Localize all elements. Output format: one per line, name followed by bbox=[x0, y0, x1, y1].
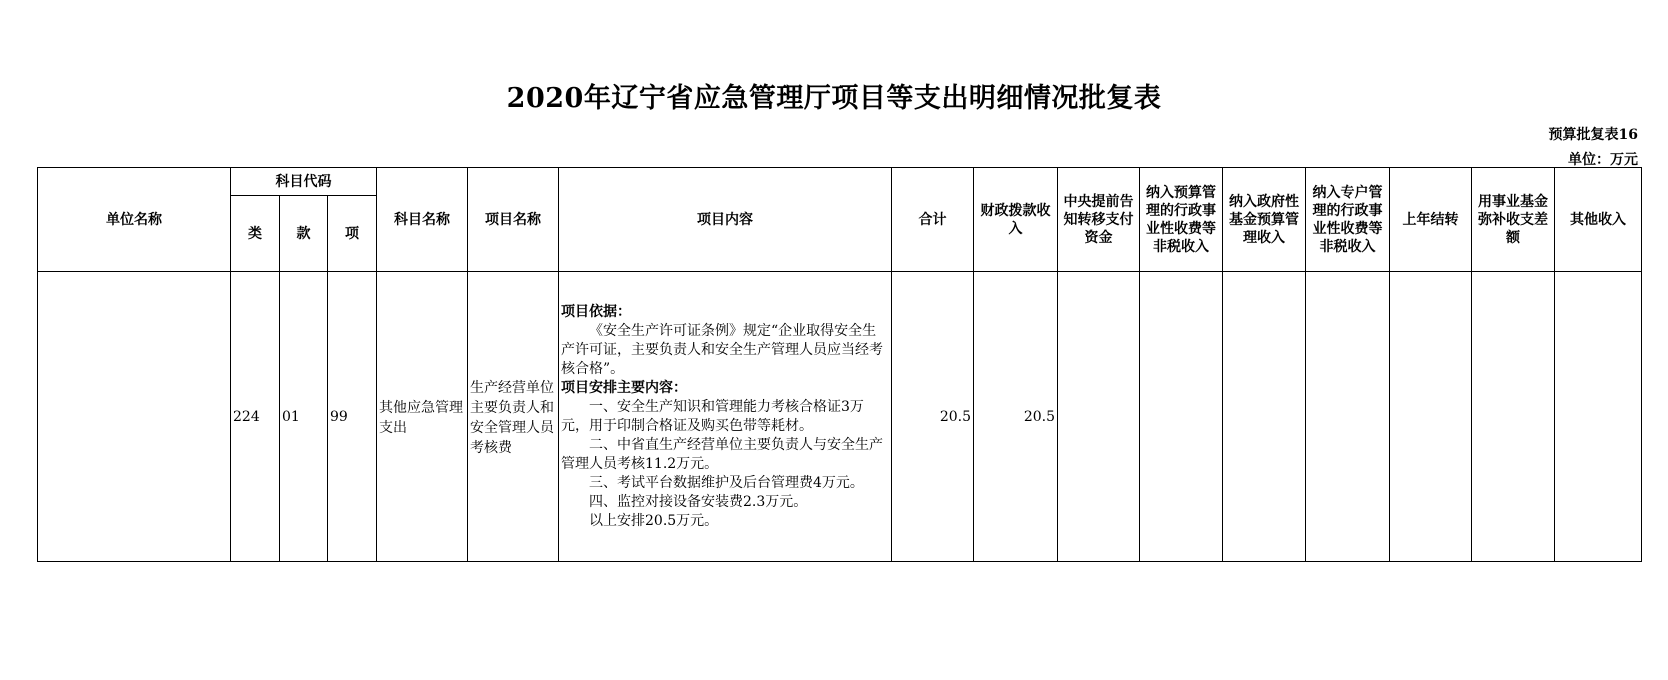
cell-central-transfer bbox=[1058, 272, 1140, 562]
cell-budget-admin-fee bbox=[1140, 272, 1223, 562]
cell-total: 20.5 bbox=[892, 272, 974, 562]
header-subject-name: 科目名称 bbox=[377, 168, 468, 272]
cell-kuan: 01 bbox=[280, 272, 328, 562]
cell-lei: 224 bbox=[231, 272, 280, 562]
header-other: 其他收入 bbox=[1555, 168, 1642, 272]
cell-xiang: 99 bbox=[328, 272, 377, 562]
unit-label: 单位：万元 bbox=[1568, 152, 1638, 168]
page-title: 2020年辽宁省应急管理厅项目等支出明细情况批复表 bbox=[506, 83, 1162, 114]
header-project-name: 项目名称 bbox=[468, 168, 559, 272]
content-plan-title: 项目安排主要内容： bbox=[561, 379, 688, 396]
content-item-2: 二、中省直生产经营单位主要负责人与安全生产管理人员考核11.2万元。 bbox=[561, 436, 884, 472]
header-subject-code: 科目代码 bbox=[231, 168, 377, 196]
content-item-4: 四、监控对接设备安装费2.3万元。 bbox=[589, 493, 808, 510]
header-reserve-fund: 用事业基金弥补收支差额 bbox=[1472, 168, 1555, 272]
header-special-account: 纳入专户管理的行政事业性收费等非税收入 bbox=[1306, 168, 1390, 272]
content-basis-text: 《安全生产许可证条例》规定“企业取得安全生产许可证，主要负责人和安全生产管理人员应当经考核合格”。 bbox=[561, 322, 884, 377]
cell-unit-name bbox=[38, 272, 231, 562]
header-total: 合计 bbox=[892, 168, 974, 272]
content-basis-title: 项目依据： bbox=[561, 303, 632, 320]
header-row-1 bbox=[38, 168, 1642, 196]
budget-table bbox=[37, 167, 1642, 562]
header-prev-year: 上年结转 bbox=[1390, 168, 1472, 272]
cell-subject-name: 其他应急管理支出 bbox=[377, 272, 468, 562]
cell-special-account bbox=[1306, 272, 1390, 562]
cell-project-content bbox=[559, 272, 892, 562]
header-central-transfer: 中央提前告知转移支付资金 bbox=[1058, 168, 1140, 272]
header-kuan: 款 bbox=[280, 196, 328, 272]
cell-gov-fund bbox=[1223, 272, 1306, 562]
form-number: 预算批复表16 bbox=[1548, 127, 1638, 143]
table-row bbox=[38, 272, 1642, 562]
content-item-3: 三、考试平台数据维护及后台管理费4万元。 bbox=[589, 474, 864, 491]
cell-other bbox=[1555, 272, 1642, 562]
cell-project-name: 生产经营单位主要负责人和安全管理人员考核费 bbox=[468, 272, 559, 562]
content-item-1: 一、安全生产知识和管理能力考核合格证3万元，用于印制合格证及购买色带等耗材。 bbox=[561, 398, 864, 434]
cell-fiscal: 20.5 bbox=[974, 272, 1058, 562]
header-unit-name: 单位名称 bbox=[38, 168, 231, 272]
header-project-content: 项目内容 bbox=[559, 168, 892, 272]
content-summary: 以上安排20.5万元。 bbox=[589, 512, 719, 529]
header-fiscal: 财政拨款收入 bbox=[974, 168, 1058, 272]
header-budget-admin-fee: 纳入预算管理的行政事业性收费等非税收入 bbox=[1140, 168, 1223, 272]
cell-prev-year bbox=[1390, 272, 1472, 562]
cell-reserve-fund bbox=[1472, 272, 1555, 562]
header-lei: 类 bbox=[231, 196, 280, 272]
header-xiang: 项 bbox=[328, 196, 377, 272]
header-gov-fund: 纳入政府性基金预算管理收入 bbox=[1223, 168, 1306, 272]
